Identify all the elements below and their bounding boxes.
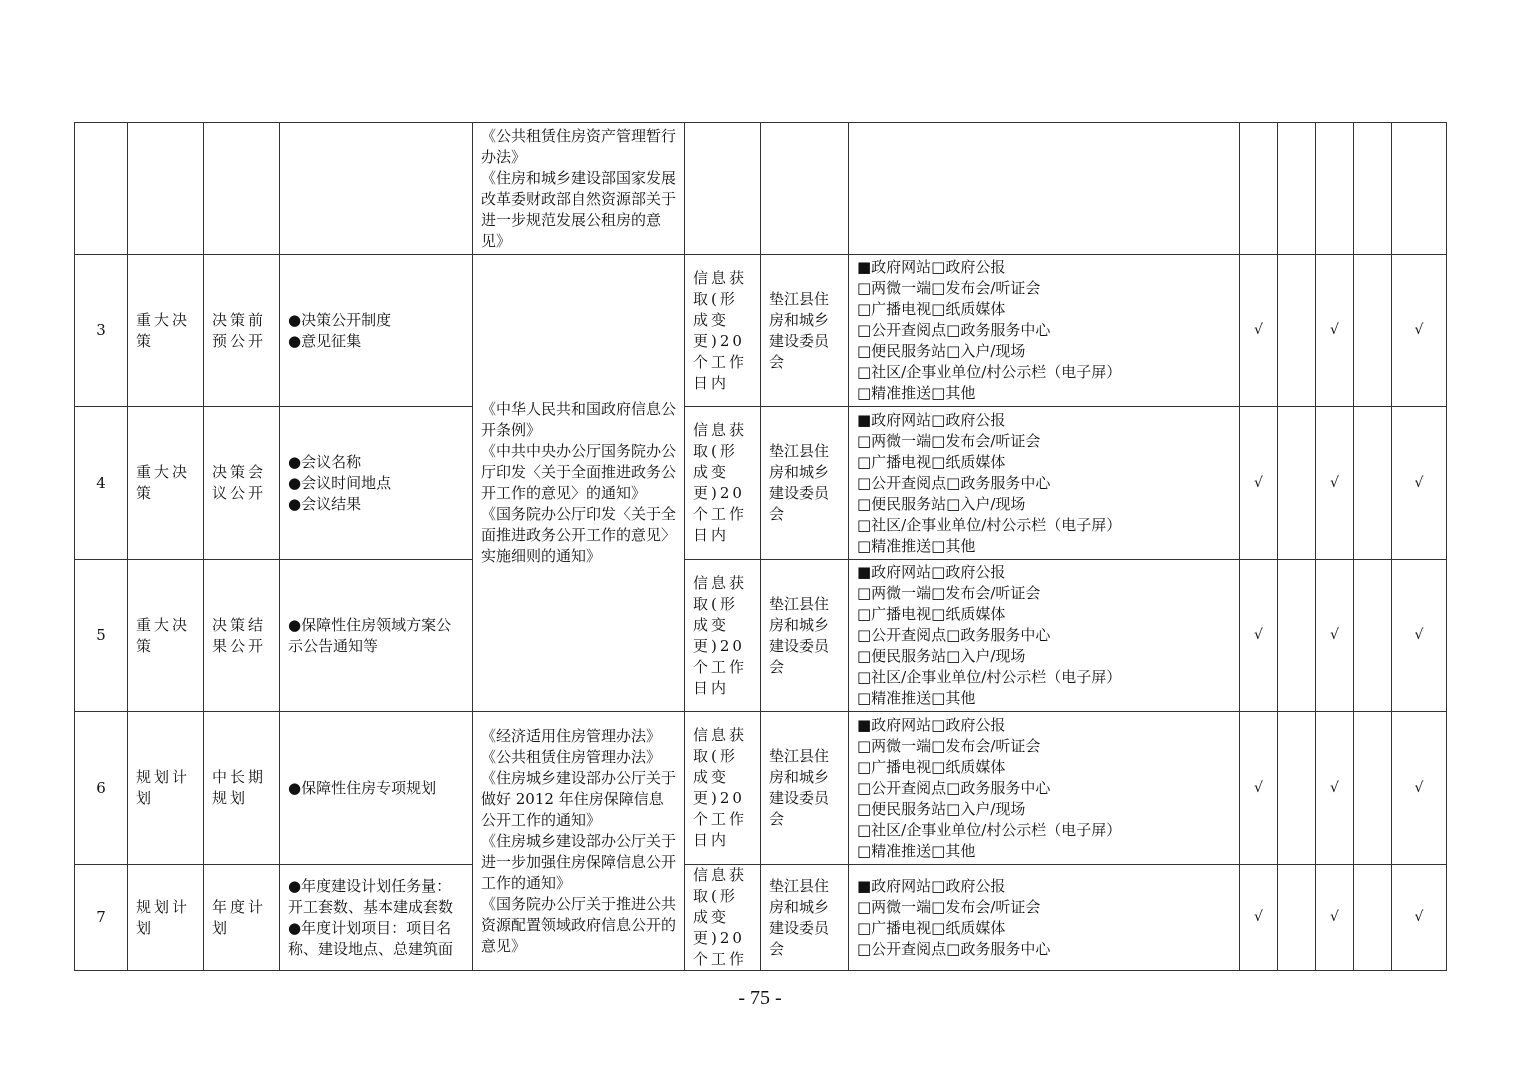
channel-line: □广播电视□纸质媒体	[857, 300, 1006, 318]
subcategory-cell: 决策结果公开	[204, 560, 280, 712]
channels-cell	[849, 560, 1240, 712]
cell-empty	[1316, 123, 1354, 255]
content-item: ●年度计划项目：项目名称、建设地点、总建筑面	[288, 918, 454, 958]
disclosure-table	[74, 122, 1447, 971]
channels-cell	[849, 407, 1240, 560]
cell-empty	[75, 123, 128, 255]
cell-empty	[761, 123, 849, 255]
check-mark	[1278, 560, 1316, 712]
time-limit-cell: 信息获取(形成变更)20个工作日内	[685, 255, 761, 407]
channel-line: □广播电视□纸质媒体	[857, 918, 1006, 937]
table-row	[75, 255, 1447, 407]
subcategory-cell: 中长期规划	[204, 712, 280, 865]
law-item: 《中共中央办公厅国务院办公厅印发〈关于全面推进政务公开工作的意见〉的通知》	[481, 442, 677, 502]
cell-empty	[1240, 123, 1278, 255]
check-mark: √	[1316, 712, 1354, 865]
content-cell	[280, 712, 473, 865]
row-number: 7	[75, 865, 128, 971]
channel-line: □精准推送□其他	[857, 841, 976, 860]
category-cell: 重大决策	[128, 255, 204, 407]
subcategory-cell: 年度计划	[204, 865, 280, 971]
check-mark: √	[1392, 407, 1447, 560]
channel-line: ■政府网站□政府公报	[857, 715, 1006, 734]
channel-line: □社区/企事业单位/村公示栏（电子屏）	[857, 515, 1122, 534]
row-number: 3	[75, 255, 128, 407]
channels-cell	[849, 712, 1240, 865]
channel-line: □两微一端□发布会/听证会	[857, 584, 1041, 602]
check-mark	[1354, 255, 1392, 407]
table-row	[75, 712, 1447, 865]
check-mark: √	[1240, 255, 1278, 407]
cell-empty	[204, 123, 280, 255]
row-number: 6	[75, 712, 128, 865]
check-mark: √	[1240, 407, 1278, 560]
subject-cell: 垫江县住房和城乡建设委员会	[761, 255, 849, 407]
channel-line: ■政府网站□政府公报	[857, 563, 1006, 581]
channel-line: □精准推送□其他	[857, 384, 976, 402]
check-mark: √	[1240, 712, 1278, 865]
cell-empty	[1392, 123, 1447, 255]
content-item: ●保障性住房专项规划	[288, 778, 437, 797]
check-mark: √	[1316, 255, 1354, 407]
check-mark: √	[1316, 560, 1354, 712]
content-item: ●会议结果	[288, 494, 362, 513]
law-item: 《住房和城乡建设部国家发展改革委财政部自然资源部关于进一步规范发展公租房的意见》	[481, 168, 677, 250]
channel-line: □社区/企事业单位/村公示栏（电子屏）	[857, 820, 1122, 839]
check-mark: √	[1316, 407, 1354, 560]
category-cell: 重大决策	[128, 560, 204, 712]
time-limit-cell: 信息获取(形成变更)20个工作	[685, 865, 761, 971]
category-cell: 重大决策	[128, 407, 204, 560]
channel-line: □精准推送□其他	[857, 536, 976, 555]
channel-line: □便民服务站□入户/现场	[857, 342, 1026, 360]
content-item: ●保障性住房领域方案公示公告通知等	[288, 615, 452, 655]
channel-line: □公开查阅点□政务服务中心	[857, 778, 1051, 797]
time-limit-cell: 信息获取(形成变更)20个工作日内	[685, 560, 761, 712]
channel-line: □社区/企事业单位/村公示栏（电子屏）	[857, 668, 1122, 686]
channel-line: ■政府网站□政府公报	[857, 258, 1006, 276]
time-limit-cell: 信息获取(形成变更)20个工作日内	[685, 712, 761, 865]
channel-line: □公开查阅点□政务服务中心	[857, 321, 1051, 339]
subject-cell: 垫江县住房和城乡建设委员会	[761, 712, 849, 865]
subcategory-cell: 决策前预公开	[204, 255, 280, 407]
channel-line: □公开查阅点□政务服务中心	[857, 473, 1051, 492]
content-item: ●决策公开制度	[288, 310, 392, 329]
check-mark: √	[1240, 865, 1278, 971]
check-mark	[1354, 560, 1392, 712]
channels-cell	[849, 865, 1240, 971]
law-item: 《经济适用住房管理办法》	[481, 726, 662, 745]
row-number: 4	[75, 407, 128, 560]
subject-cell: 垫江县住房和城乡建设委员会	[761, 865, 849, 971]
channel-line: □便民服务站□入户/现场	[857, 799, 1026, 818]
channel-line: □社区/企事业单位/村公示栏（电子屏）	[857, 363, 1122, 381]
content-cell	[280, 560, 473, 712]
check-mark	[1278, 865, 1316, 971]
subject-cell: 垫江县住房和城乡建设委员会	[761, 560, 849, 712]
table-row	[75, 560, 1447, 712]
subcategory-cell: 决策会议公开	[204, 407, 280, 560]
content-item: ●意见征集	[288, 331, 362, 350]
check-mark	[1354, 712, 1392, 865]
subject-cell: 垫江县住房和城乡建设委员会	[761, 407, 849, 560]
channel-line: □公开查阅点□政务服务中心	[857, 939, 1051, 958]
check-mark: √	[1392, 560, 1447, 712]
check-mark: √	[1392, 865, 1447, 971]
cell-empty	[128, 123, 204, 255]
table-row	[75, 865, 1447, 971]
category-cell: 规划计划	[128, 712, 204, 865]
check-mark: √	[1392, 255, 1447, 407]
channel-line: □两微一端□发布会/听证会	[857, 279, 1041, 297]
law-basis-cell	[473, 255, 685, 712]
content-cell	[280, 255, 473, 407]
content-item: ●年度建设计划任务量：开工套数、基本建成套数	[288, 876, 454, 916]
channel-line: □公开查阅点□政务服务中心	[857, 626, 1051, 644]
law-item: 《国务院办公厅关于推进公共资源配置领域政府信息公开的意见》	[481, 894, 677, 955]
cell-empty	[1354, 123, 1392, 255]
law-item: 《中华人民共和国政府信息公开条例》	[481, 400, 677, 439]
law-basis-cell	[473, 712, 685, 971]
table-row	[75, 407, 1447, 560]
channel-line: ■政府网站□政府公报	[857, 876, 1006, 895]
channel-line: □两微一端□发布会/听证会	[857, 736, 1041, 755]
content-item: ●会议时间地点	[288, 473, 392, 492]
check-mark	[1354, 865, 1392, 971]
cell-empty	[685, 123, 761, 255]
content-cell	[280, 407, 473, 560]
row-number: 5	[75, 560, 128, 712]
check-mark	[1278, 255, 1316, 407]
law-item: 《公共租赁住房管理办法》	[481, 747, 662, 766]
channels-cell	[849, 255, 1240, 407]
law-item: 《公共租赁住房资产管理暂行办法》	[481, 126, 677, 166]
channel-line: □两微一端□发布会/听证会	[857, 431, 1041, 450]
channel-line: □便民服务站□入户/现场	[857, 494, 1026, 513]
page-number: - 75 -	[738, 987, 782, 1009]
channel-line: □便民服务站□入户/现场	[857, 647, 1026, 665]
channel-line: □两微一端□发布会/听证会	[857, 897, 1041, 916]
channel-line: □广播电视□纸质媒体	[857, 757, 1006, 776]
channel-line: □广播电视□纸质媒体	[857, 605, 1006, 623]
law-basis-cell	[473, 123, 685, 255]
channel-line: □广播电视□纸质媒体	[857, 452, 1006, 471]
check-mark	[1278, 712, 1316, 865]
check-mark: √	[1392, 712, 1447, 865]
content-item: ●会议名称	[288, 452, 362, 471]
content-cell	[280, 865, 473, 971]
cell-empty	[849, 123, 1240, 255]
cell-empty	[1278, 123, 1316, 255]
table-row	[75, 123, 1447, 255]
check-mark	[1278, 407, 1316, 560]
time-limit-cell: 信息获取(形成变更)20个工作日内	[685, 407, 761, 560]
check-mark: √	[1316, 865, 1354, 971]
law-item: 《国务院办公厅印发〈关于全面推进政务公开工作的意见〉实施细则的通知》	[481, 505, 677, 565]
channel-line: ■政府网站□政府公报	[857, 410, 1006, 429]
law-item: 《住房城乡建设部办公厅关于进一步加强住房保障信息公开工作的通知》	[481, 831, 677, 892]
law-item: 《住房城乡建设部办公厅关于做好 2012 年住房保障信息公开工作的通知》	[481, 768, 677, 829]
channel-line: □精准推送□其他	[857, 689, 976, 707]
category-cell: 规划计划	[128, 865, 204, 971]
check-mark	[1354, 407, 1392, 560]
check-mark: √	[1240, 560, 1278, 712]
cell-empty	[280, 123, 473, 255]
